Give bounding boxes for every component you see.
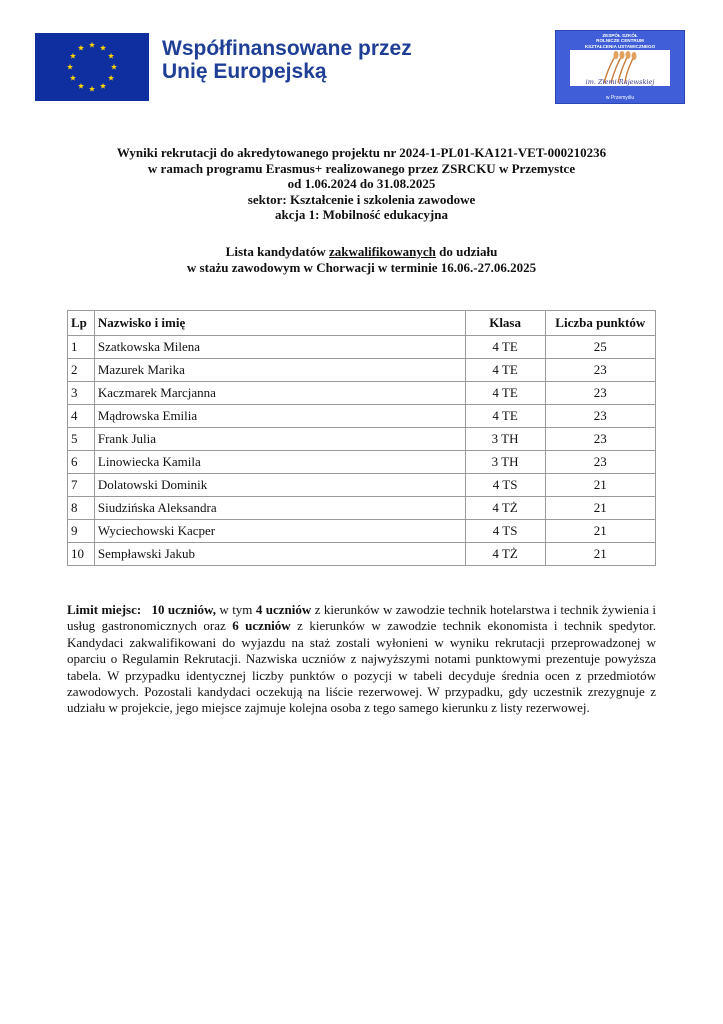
column-header-class: Klasa xyxy=(465,311,545,336)
table-row xyxy=(68,359,656,382)
notes-part1: w tym xyxy=(215,602,256,617)
cell-lp: 2 xyxy=(68,359,95,382)
eu-flag-icon xyxy=(35,33,149,101)
notes-count1: 4 uczniów xyxy=(255,602,312,617)
column-header-lp: Lp xyxy=(68,311,95,336)
cell-points: 23 xyxy=(545,382,655,405)
recruitment-notes xyxy=(67,602,656,717)
cell-points: 21 xyxy=(545,543,655,566)
school-logo-icon xyxy=(555,30,685,104)
table-row xyxy=(68,520,656,543)
table-row xyxy=(68,451,656,474)
cell-name: Mądrowska Emilia xyxy=(94,405,465,428)
title-line4: sektor: Kształcenie i szkolenia zawodowe xyxy=(247,191,476,207)
limit-value: 10 uczniów, xyxy=(151,602,216,617)
eu-stars-icon xyxy=(35,33,149,101)
cell-name: Szatkowska Milena xyxy=(94,336,465,359)
list-title-suffix: do udziału xyxy=(435,244,498,259)
cell-lp: 7 xyxy=(68,474,95,497)
table-body xyxy=(68,336,656,566)
school-city: w Przemyślu xyxy=(605,95,635,101)
cell-lp: 1 xyxy=(68,336,95,359)
cell-class: 4 TE xyxy=(465,359,545,382)
list-title-line2: w stażu zawodowym w Chorwacji w terminie 16.06.-27.06.2025 xyxy=(186,260,537,275)
column-header-points: Liczba punktów xyxy=(545,311,655,336)
table-row xyxy=(68,382,656,405)
cell-name: Linowiecka Kamila xyxy=(94,451,465,474)
cell-class: 4 TE xyxy=(465,405,545,428)
cell-lp: 5 xyxy=(68,428,95,451)
cell-points: 23 xyxy=(545,405,655,428)
cell-class: 4 TŻ xyxy=(465,543,545,566)
list-title-underlined: zakwalifikowanych xyxy=(328,244,436,259)
table-row xyxy=(68,474,656,497)
column-header-name: Nazwisko i imię xyxy=(94,311,465,336)
cell-class: 4 TE xyxy=(465,382,545,405)
cell-lp: 9 xyxy=(68,520,95,543)
cell-lp: 4 xyxy=(68,405,95,428)
cell-lp: 3 xyxy=(68,382,95,405)
cell-points: 23 xyxy=(545,428,655,451)
cell-lp: 8 xyxy=(68,497,95,520)
notes-part2: z kierunków w zawodzie technik hotelarstwa i technik żywienia i usług gastronomicznych oraz xyxy=(67,602,657,634)
cell-points: 21 xyxy=(545,474,655,497)
cell-lp: 6 xyxy=(68,451,95,474)
eu-text-line2: Unię Europejską xyxy=(162,60,327,83)
cell-points: 23 xyxy=(545,451,655,474)
school-name-block xyxy=(556,33,684,49)
cell-class: 3 TH xyxy=(465,451,545,474)
cell-points: 23 xyxy=(545,359,655,382)
school-name-line1: ZESPÓŁ SZKÓŁ xyxy=(602,33,638,38)
title-line5: akcja 1: Mobilność edukacyjna xyxy=(275,207,448,222)
cell-name: Dolatowski Dominik xyxy=(94,474,465,497)
cell-class: 4 TS xyxy=(465,474,545,497)
cell-points: 21 xyxy=(545,497,655,520)
notes-count2: 6 uczniów xyxy=(232,618,291,634)
list-title xyxy=(60,244,663,276)
cell-name: Wyciechowski Kacper xyxy=(94,520,465,543)
title-line3: od 1.06.2024 do 31.08.2025 xyxy=(287,176,436,191)
table-header-row xyxy=(68,311,656,336)
cell-class: 4 TS xyxy=(465,520,545,543)
table-row xyxy=(68,336,656,359)
list-title-line1 xyxy=(60,244,663,260)
school-signature-text: im. Ziemi Rajewskiej xyxy=(585,78,655,86)
cell-class: 4 TE xyxy=(465,336,545,359)
limit-label: Limit miejsc: xyxy=(67,602,142,617)
notes-part3: z kierunków w zawodzie technik ekonomista i technik spedytor. Kandydaci zakwalifikowani do wyjazdu na staż zostali wyłonieni w wyniku rekrutacji przeprowadzonej w oparciu o Regulamin Rekrutacji. Nazwiska uczniów z najwyższymi notami punktowymi prezentuje powyższa tabela. W przypadku identycznej liczby punktów o pozycji w tabeli decyduje średnia ocen z przedmiotów zawodowych. Pozostali kandydaci oczekują na liście rezerwowej. W przypadku, gdy uczestnik zrezygnuje z udziału w projekcie, jego miejsce zajmuje kolejna osoba z tego samego kierunku z listy rezerwowej. xyxy=(67,618,657,716)
cell-lp: 10 xyxy=(68,543,95,566)
document-title xyxy=(60,145,663,223)
cell-class: 3 TH xyxy=(465,428,545,451)
table-row xyxy=(68,497,656,520)
table-row xyxy=(68,405,656,428)
cell-points: 21 xyxy=(545,520,655,543)
school-name-line3: KSZTAŁCENIA USTAWICZNEGO xyxy=(584,43,656,49)
eu-cofunding-text xyxy=(162,37,412,83)
title-line2: w ramach programu Erasmus+ realizowanego przez ZSRCKU w Przemystce xyxy=(147,160,576,176)
school-name-line2: ROLNICZE CENTRUM xyxy=(596,38,644,44)
table-row xyxy=(68,543,656,566)
cell-name: Mazurek Marika xyxy=(94,359,465,382)
results-table xyxy=(67,310,656,566)
eu-text-line1: Współfinansowane przez xyxy=(162,37,412,60)
cell-points: 25 xyxy=(545,336,655,359)
cell-name: Sempławski Jakub xyxy=(94,543,465,566)
cell-class: 4 TŻ xyxy=(465,497,545,520)
cell-name: Kaczmarek Marcjanna xyxy=(94,382,465,405)
cell-name: Frank Julia xyxy=(94,428,465,451)
title-line1: Wyniki rekrutacji do akredytowanego projektu nr 2024-1-PL01-KA121-VET-000210236 xyxy=(116,145,607,160)
list-title-prefix: Lista kandydatów xyxy=(225,244,329,259)
cell-name: Siudzińska Aleksandra xyxy=(94,497,465,520)
table-row xyxy=(68,428,656,451)
